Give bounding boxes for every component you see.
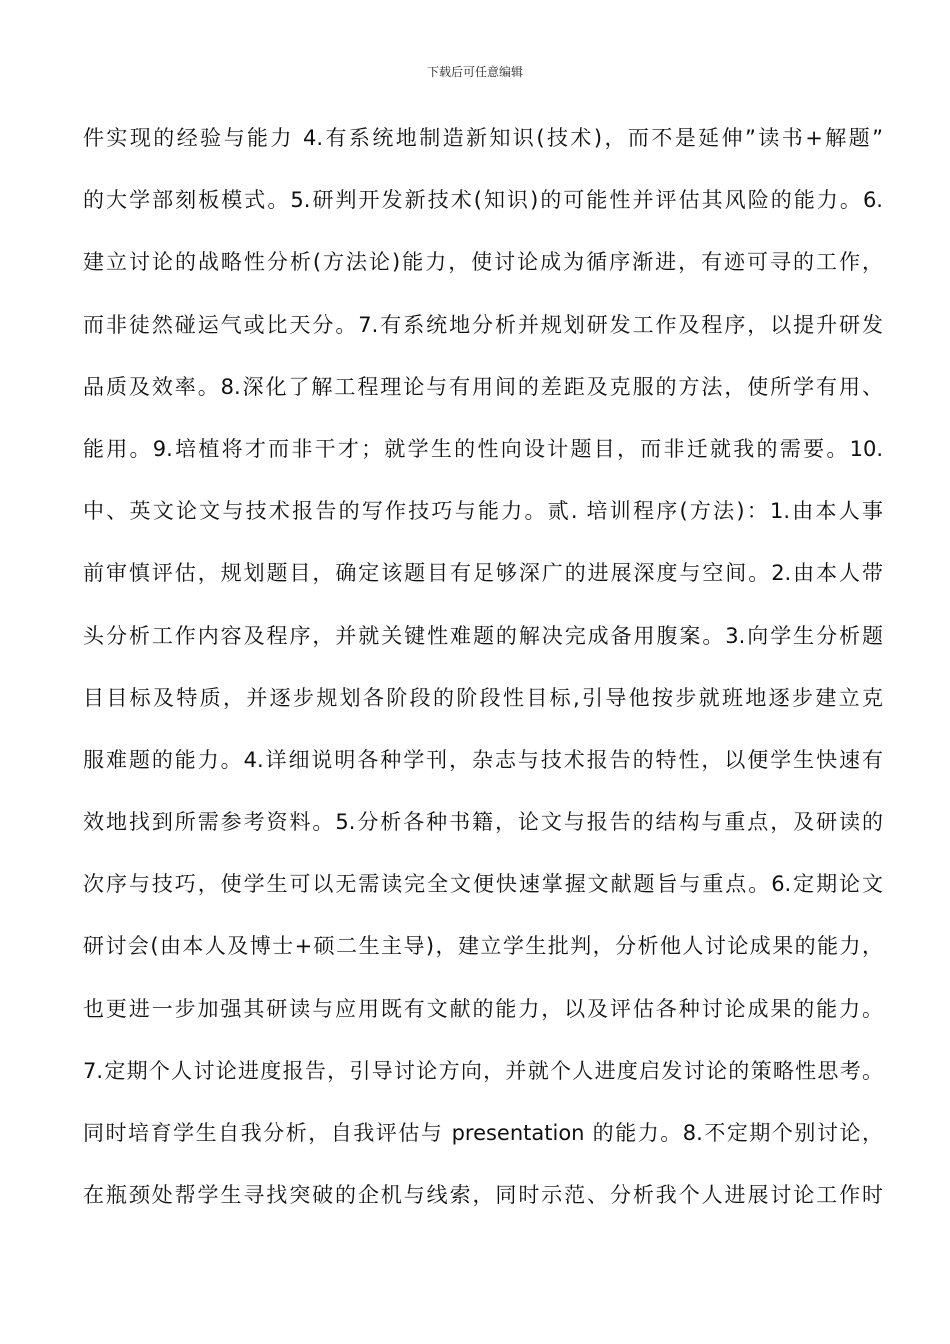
- text-line: 头分析工作内容及程序，并就关键性难题的解决完成备用腹案。3.向学生分析题: [83, 623, 883, 648]
- text-line: 件实现的经验与能力 4.有系统地制造新知识(技术)，而不是延伸”读书+解题”: [83, 126, 883, 150]
- text-line: 在瓶颈处帮学生寻找突破的企机与线索，同时示范、分析我个人进展讨论工作时: [83, 1183, 883, 1208]
- text-line: 品质及效率。8.深化了解工程理论与有用间的差距及克服的方法，使所学有用、: [83, 374, 883, 399]
- text-line: 目目标及特质，并逐步规划各阶段的阶段性目标,引导他按步就班地逐步建立克: [83, 685, 883, 710]
- text-line: 7.定期个人讨论进度报告，引导讨论方向，并就个人进度启发讨论的策略性思考。: [83, 1058, 883, 1083]
- page-header: 下载后可任意编辑: [426, 65, 523, 79]
- text-line: 也更进一步加强其研读与应用既有文献的能力，以及评估各种讨论成果的能力。: [83, 996, 883, 1021]
- text-line: 效地找到所需参考资料。5.分析各种书籍，论文与报告的结构与重点，及研读的: [83, 810, 883, 835]
- body-text: [83, 112, 883, 1231]
- text-line: 建立讨论的战略性分析(方法论)能力，使讨论成为循序渐进，有迹可寻的工作，: [83, 250, 883, 275]
- text-line: 同时培育学生自我分析，自我评估与 presentation 的能力。8.不定期个别讨论，: [83, 1121, 883, 1145]
- text-line: 的大学部刻板模式。5.研判开发新技术(知识)的可能性并评估其风险的能力。6.: [83, 188, 883, 213]
- text-line: 中、英文论文与技术报告的写作技巧与能力。贰. 培训程序(方法)：1.由本人事: [83, 499, 883, 524]
- text-line: 而非徒然碰运气或比天分。7.有系统地分析并规划研发工作及程序，以提升研发: [83, 312, 883, 337]
- text-line: 研讨会(由本人及博士+硕二生主导)，建立学生批判，分析他人讨论成果的能力，: [83, 934, 883, 959]
- text-line: 能用。9.培植将才而非干才；就学生的性向设计题目，而非迁就我的需要。10.: [83, 436, 883, 461]
- text-line: 前审慎评估，规划题目，确定该题目有足够深广的进展深度与空间。2.由本人带: [83, 561, 883, 586]
- text-line: 服难题的能力。4.详细说明各种学刊，杂志与技术报告的特性，以便学生快速有: [83, 747, 883, 772]
- text-line: 次序与技巧，使学生可以无需读完全文便快速掌握文献题旨与重点。6.定期论文: [83, 872, 883, 897]
